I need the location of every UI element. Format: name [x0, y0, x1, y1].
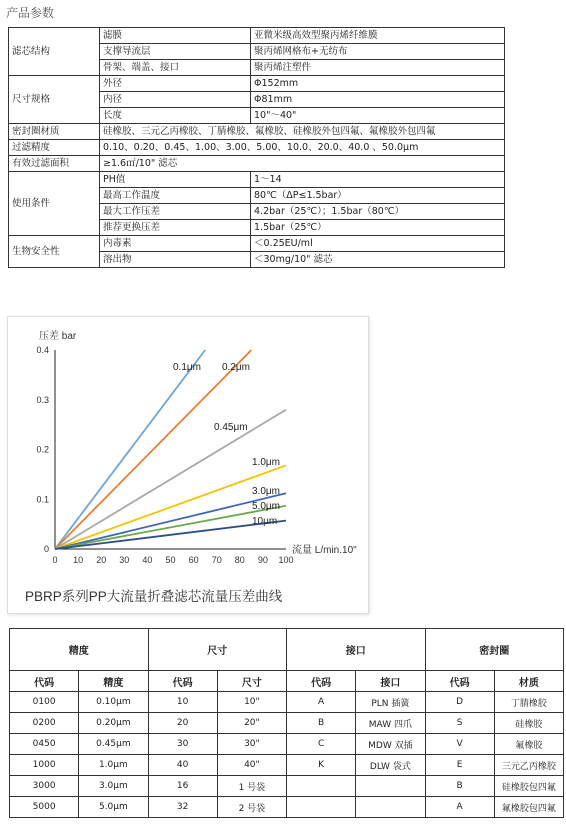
y-tick-label: 0.2 [36, 444, 49, 455]
table-cell: 硅橡胶包四氟 [494, 776, 563, 797]
table-cell: A [425, 797, 494, 818]
x-tick-label: 30 [119, 555, 130, 565]
series-label: 10μm [252, 516, 278, 527]
spec-row [9, 156, 505, 172]
table-cell: MAW 四爪 [356, 713, 425, 734]
table-cell: 0450 [10, 734, 79, 755]
spec-value: 10"～40" [251, 108, 505, 124]
table-cell: 1000 [10, 755, 79, 776]
table-cell: 40 [148, 755, 217, 776]
table-cell: DLW 袋式 [356, 755, 425, 776]
table-cell: 硅橡胶 [494, 713, 563, 734]
table-cell: 氟橡胶包四氟 [494, 797, 563, 818]
spec-item: 滤膜 [100, 28, 251, 44]
spec-category: 使用条件 [9, 172, 100, 236]
code-column-header: 尺寸 [217, 671, 286, 692]
table-cell: 三元乙丙橡胶 [494, 755, 563, 776]
table-cell: 0.10μm [79, 692, 148, 713]
table-cell: B [425, 776, 494, 797]
spec-item: PH值 [100, 172, 251, 188]
table-cell: 0.20μm [79, 713, 148, 734]
spec-item: 长度 [100, 108, 251, 124]
code-group-row [10, 629, 564, 671]
spec-row [9, 124, 505, 140]
y-axis-label: 压差 bar [39, 331, 77, 342]
spec-row [9, 76, 505, 92]
spec-item: 推荐更换压差 [100, 220, 251, 236]
table-cell: 氟橡胶 [494, 734, 563, 755]
table-cell: 10 [148, 692, 217, 713]
x-tick-label: 10 [73, 555, 84, 565]
table-row [10, 797, 564, 818]
spec-category: 生物安全性 [9, 236, 100, 268]
spec-category: 滤芯结构 [9, 28, 100, 76]
table-cell: 5.0μm [79, 797, 148, 818]
table-cell: 2 号袋 [217, 797, 286, 818]
spec-value: ＜30mg/10" 滤芯 [251, 252, 505, 268]
y-tick-label: 0.1 [36, 494, 49, 505]
spec-item: 溶出物 [100, 252, 251, 268]
table-cell [287, 797, 356, 818]
spec-category: 尺寸规格 [9, 76, 100, 124]
x-tick-label: 100 [278, 555, 294, 565]
x-tick-label: 80 [234, 555, 245, 565]
code-group-header: 精度 [10, 629, 149, 671]
chart-panel [7, 316, 369, 614]
spec-table [8, 27, 505, 268]
x-tick-label: 20 [96, 555, 107, 565]
table-cell: A [287, 692, 356, 713]
spec-value: ≥1.6㎡/10" 滤芯 [100, 156, 505, 172]
series-label: 0.2μm [222, 362, 250, 373]
x-tick-label: 90 [257, 555, 268, 565]
series-label: 0.45μm [214, 422, 248, 433]
spec-item: 骨架、端盖、接口 [100, 60, 251, 76]
code-column-header: 代码 [10, 671, 79, 692]
code-column-header: 代码 [425, 671, 494, 692]
spec-category: 过滤精度 [9, 140, 100, 156]
table-cell: 30 [148, 734, 217, 755]
spec-value: 80℃（ΔP≤1.5bar） [251, 188, 505, 204]
code-group-header: 接口 [287, 629, 426, 671]
table-cell: 30" [217, 734, 286, 755]
table-cell: 1 号袋 [217, 776, 286, 797]
spec-item: 内径 [100, 92, 251, 108]
spec-row [9, 172, 505, 188]
code-group-header: 密封圈 [425, 629, 564, 671]
table-row [10, 734, 564, 755]
y-tick-label: 0 [43, 544, 49, 554]
series-line [55, 350, 251, 549]
table-cell: E [425, 755, 494, 776]
series-line [55, 350, 205, 549]
code-column-header: 材质 [494, 671, 563, 692]
y-tick-label: 0.3 [36, 394, 49, 405]
spec-value: 0.10、0.20、0.45、1.00、3.00、5.00、10.0、20.0、40.0 、50.0μm [100, 140, 505, 156]
pressure-flow-chart [8, 317, 368, 613]
table-cell: S [425, 713, 494, 734]
code-header-row [10, 671, 564, 692]
table-cell: MDW 双插 [356, 734, 425, 755]
spec-row [9, 28, 505, 44]
spec-item: 支撑导流层 [100, 44, 251, 60]
table-row [10, 713, 564, 734]
spec-value: 1～14 [251, 172, 505, 188]
table-cell: 3.0μm [79, 776, 148, 797]
x-tick-label: 60 [188, 555, 199, 565]
table-cell [356, 797, 425, 818]
table-row [10, 776, 564, 797]
table-cell: 1.0μm [79, 755, 148, 776]
table-cell: 32 [148, 797, 217, 818]
spec-value: 1.5bar（25℃） [251, 220, 505, 236]
series-label: 0.1μm [173, 362, 201, 373]
section-title: 产品参数 [6, 6, 55, 20]
table-cell: 16 [148, 776, 217, 797]
spec-value: 4.2bar（25℃）；1.5bar（80℃） [251, 204, 505, 220]
spec-value: 硅橡胶、三元乙丙橡胶、丁腈橡胶、氟橡胶、硅橡胶外包四氟、氟橡胶外包四氟 [100, 124, 505, 140]
x-tick-label: 0 [52, 555, 58, 565]
table-cell: PLN 插簧 [356, 692, 425, 713]
table-cell: 5000 [10, 797, 79, 818]
table-cell: K [287, 755, 356, 776]
table-row [10, 755, 564, 776]
table-cell: 40" [217, 755, 286, 776]
code-column-header: 精度 [79, 671, 148, 692]
spec-item: 外径 [100, 76, 251, 92]
spec-item: 内毒素 [100, 236, 251, 252]
table-cell: 3000 [10, 776, 79, 797]
code-table [9, 628, 564, 818]
code-column-header: 代码 [287, 671, 356, 692]
table-cell: 丁腈橡胶 [494, 692, 563, 713]
table-cell: 20" [217, 713, 286, 734]
x-tick-label: 40 [142, 555, 153, 565]
table-row [10, 692, 564, 713]
spec-value: 聚丙烯注塑件 [251, 60, 505, 76]
series-label: 5.0μm [252, 501, 280, 512]
code-group-header: 尺寸 [148, 629, 287, 671]
table-cell: 0200 [10, 713, 79, 734]
table-cell: V [425, 734, 494, 755]
table-cell [356, 776, 425, 797]
table-cell: D [425, 692, 494, 713]
y-tick-label: 0.4 [36, 345, 49, 355]
table-cell [287, 776, 356, 797]
spec-item: 最大工作压差 [100, 204, 251, 220]
table-cell: 0100 [10, 692, 79, 713]
table-cell: 20 [148, 713, 217, 734]
series-label: 1.0μm [252, 457, 280, 468]
spec-row [9, 236, 505, 252]
x-axis-label: 流量 L/min.10" [292, 545, 357, 556]
spec-value: 亚微米级高效型聚丙烯纤维膜 [251, 28, 505, 44]
code-column-header: 接口 [356, 671, 425, 692]
table-cell: B [287, 713, 356, 734]
spec-category: 密封圈材质 [9, 124, 100, 140]
spec-item: 最高工作温度 [100, 188, 251, 204]
spec-value: Φ152mm [251, 76, 505, 92]
table-cell: 10" [217, 692, 286, 713]
spec-row [9, 140, 505, 156]
table-cell: C [287, 734, 356, 755]
spec-value: 聚丙烯网格布+无纺布 [251, 44, 505, 60]
code-column-header: 代码 [148, 671, 217, 692]
spec-value: ＜0.25EU/ml [251, 236, 505, 252]
x-tick-label: 50 [165, 555, 176, 565]
spec-category: 有效过滤面积 [9, 156, 100, 172]
x-tick-label: 70 [211, 555, 222, 565]
series-label: 3.0μm [252, 486, 280, 497]
table-cell: 0.45μm [79, 734, 148, 755]
chart-title: PBRP系列PP大流量折叠滤芯流量压差曲线 [25, 589, 283, 604]
spec-value: Φ81mm [251, 92, 505, 108]
